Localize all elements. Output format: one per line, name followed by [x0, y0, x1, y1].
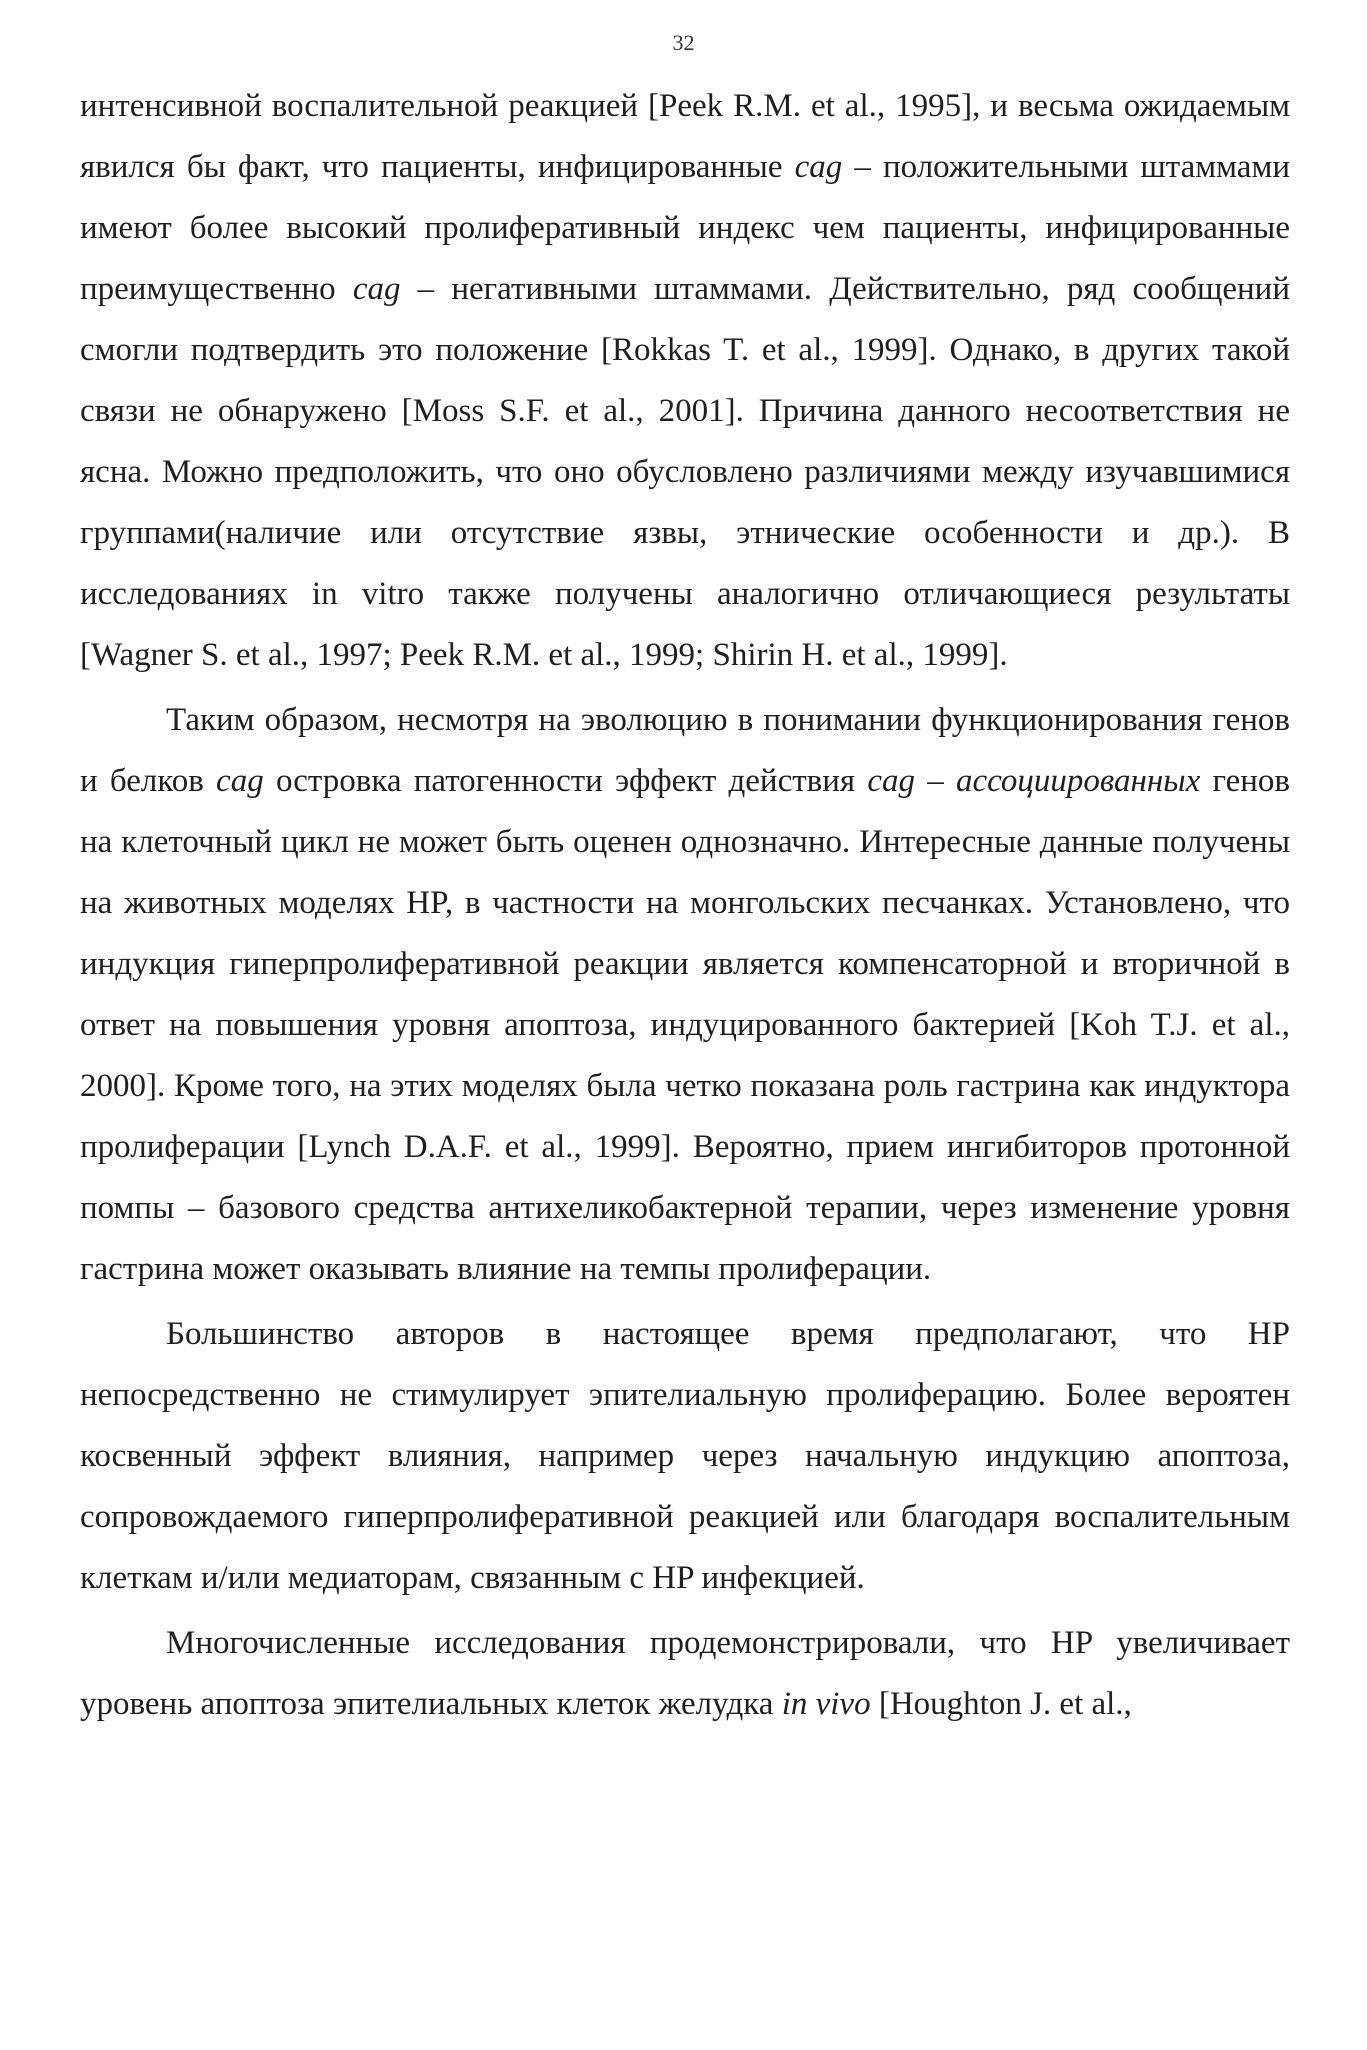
text-segment: островка патогенности эффект действия	[263, 763, 868, 799]
text-segment: Таким образом, несмотря на эволюцию в понимании функционирования генов и белков	[80, 702, 1290, 799]
document-body	[80, 76, 1290, 1735]
paragraph	[80, 690, 1290, 1300]
text-segment: генов на клеточный цикл не может быть оценен однозначно. Интересные данные получены на животных моделях HP, в частности на монгольских песчанках. Установлено, что индукция гиперпролиферативной реакции является компенсаторной и вторичной в ответ на повышения уровня апоптоза, индуцированного бактерией [Koh T.J. et al., 2000]. Кроме того, на этих моделях была четко показана роль гастрина как индуктора пролиферации [Lynch D.A.F. et al., 1999]. Вероятно, прием ингибиторов протонной помпы – базового средства антихеликобактерной терапии, через изменение уровня гастрина может оказывать влияние на темпы пролиферации.	[80, 763, 1290, 1287]
text-segment: [Houghton J. et al.,	[870, 1686, 1132, 1722]
paragraph	[80, 76, 1290, 686]
paragraph	[80, 1304, 1290, 1609]
italic-text-segment: in vivo	[781, 1686, 871, 1722]
text-segment: Большинство авторов в настоящее время предполагают, что HP непосредственно не стимулирует эпителиальную пролиферацию. Более вероятен косвенный эффект влияния, например через начальную индукцию апоптоза, сопровождаемого гиперпролиферативной реакцией или благодаря воспалительным клеткам и/или медиаторам, связанным с HP инфекцией.	[80, 1316, 1290, 1596]
text-segment: интенсивной воспалительной реакцией [Peek R.M. et al., 1995], и весьма ожидаемым явился бы факт, что пациенты, инфицированные	[80, 88, 1290, 185]
text-segment: – положительными штаммами имеют более высокий пролиферативный индекс чем пациенты, инфицированные преимущественно	[80, 149, 1290, 307]
paragraph	[80, 1613, 1290, 1735]
page-number: 32	[672, 30, 695, 55]
italic-text-segment: cag – ассоциированных	[867, 763, 1201, 799]
italic-text-segment: cag	[216, 763, 264, 799]
text-segment: Многочисленные исследования продемонстрировали, что HP увеличивает уровень апоптоза эпителиальных клеток желудка	[80, 1625, 1290, 1722]
text-segment: – негативными штаммами. Действительно, ряд сообщений смогли подтвердить это положение [Rokkas T. et al., 1999]. Однако, в других такой связи не обнаружено [Moss S.F. et al., 2001]. Причина данного несоответствия не ясна. Можно предположить, что оно обусловлено различиями между изучавшимися группами(наличие или отсутствие язвы, этнические особенности и др.). В исследованиях in vitro также получены аналогично отличающиеся результаты [Wagner S. et al., 1997; Peek R.M. et al., 1999; Shirin H. et al., 1999].	[80, 271, 1290, 673]
italic-text-segment: cag	[352, 271, 401, 307]
italic-text-segment: cag	[794, 149, 843, 185]
